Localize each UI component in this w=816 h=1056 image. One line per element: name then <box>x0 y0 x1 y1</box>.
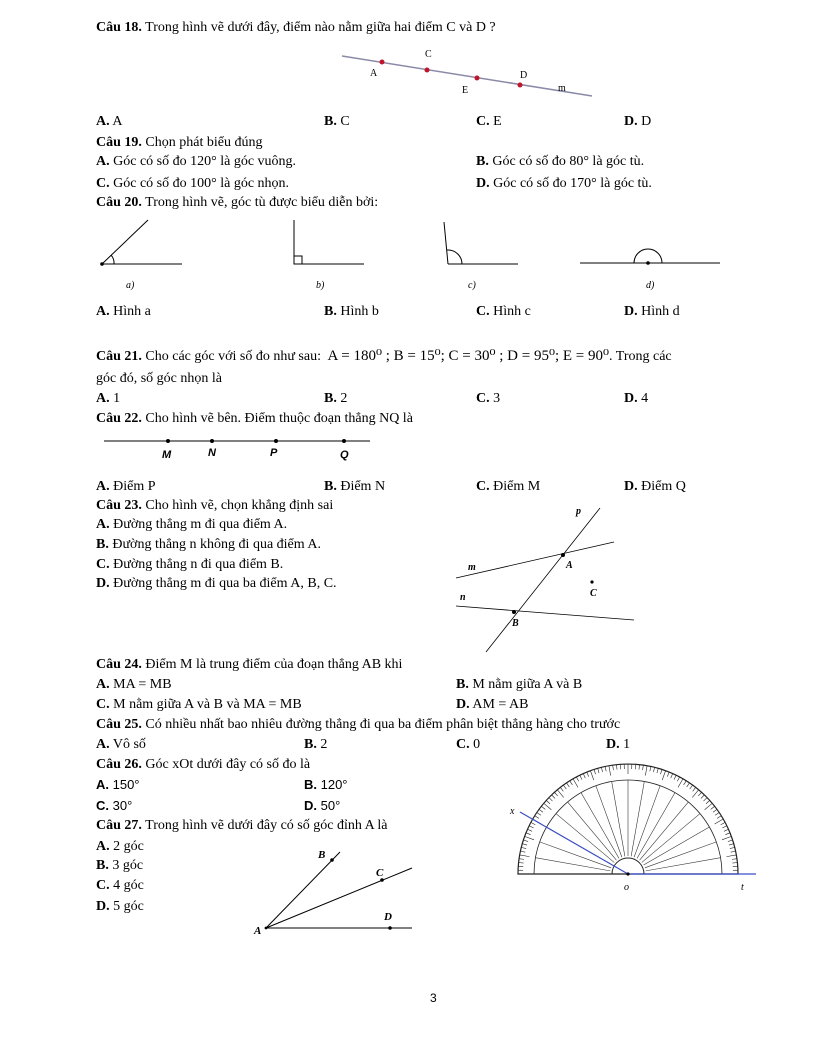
q22-label-m: M <box>162 449 172 461</box>
q19-option-a[interactable]: A. Góc có số đo 120° là góc vuông. <box>96 154 297 169</box>
q24-option-b[interactable]: B. M nằm giữa A và B <box>456 677 583 692</box>
q23-point-a <box>561 553 565 557</box>
protractor-body <box>518 764 738 874</box>
q25-stem <box>96 717 620 733</box>
q21-text: Cho các góc với số đo như sau: <box>141 349 321 364</box>
q18-figure <box>340 44 600 108</box>
q24-text: Điểm M là trung điểm của đoạn thẳng AB khi <box>141 657 403 672</box>
q23-line-m <box>456 542 614 578</box>
q19-option-c[interactable]: C. Góc có số đo 100° là góc nhọn. <box>96 176 290 191</box>
q26-label-o: o <box>624 882 629 893</box>
q18-label-e: E <box>462 85 469 96</box>
q18-text: Trong hình vẽ dưới đây, điểm nào nằm giữa hai điểm C và D ? <box>141 20 496 35</box>
q20-figure-c <box>440 216 520 296</box>
q20-option-b[interactable]: B. Hình b <box>324 304 379 319</box>
q21-option-b[interactable]: B. 2 <box>324 391 348 406</box>
q21-stem-line2: góc đó, số góc nhọn là <box>96 371 222 386</box>
q20-figure-d <box>578 216 728 296</box>
q20-option-a[interactable]: A. Hình a <box>96 304 151 319</box>
q19-stem <box>96 135 262 151</box>
q22-option-c[interactable]: C. Điểm M <box>476 479 541 494</box>
q20-option-c[interactable]: C. Hình c <box>476 304 531 319</box>
q22-text: Cho hình vẽ bên. Điểm thuộc đoạn thẳng NQ là <box>141 411 413 426</box>
q27-number: Câu 27. <box>96 818 142 833</box>
q27-figure <box>246 840 422 940</box>
q18-stem <box>96 20 496 36</box>
q23-option-a[interactable]: A. Đường thẳng m đi qua điểm A. <box>96 517 288 532</box>
q22-option-b[interactable]: B. Điểm N <box>324 479 386 494</box>
q22-point-p <box>274 439 278 443</box>
q21-number: Câu 21. <box>96 349 142 364</box>
q27-ray-ab <box>266 852 340 928</box>
q21-option-a[interactable]: A. 1 <box>96 391 121 406</box>
q25-option-c[interactable]: C. 0 <box>456 737 481 752</box>
q19-option-d[interactable]: D. Góc có số đo 170° là góc tù. <box>476 176 652 191</box>
q19-option-b[interactable]: B. Góc có số đo 80° là góc tù. <box>476 154 645 169</box>
q27-point-d <box>388 926 392 930</box>
q22-point-q <box>342 439 346 443</box>
q22-option-a[interactable]: A. Điểm P <box>96 479 156 494</box>
q18-point-d <box>518 83 523 88</box>
q24-stem <box>96 657 402 673</box>
q25-option-d[interactable]: D. 1 <box>606 737 631 752</box>
q26-option-a[interactable]: A. 150° <box>96 777 140 792</box>
q22-label-n: N <box>208 447 216 459</box>
q23-line-n <box>456 606 634 620</box>
q18-option-d[interactable]: D. D <box>624 114 652 129</box>
q26-vertex-o <box>626 872 629 875</box>
q21-option-d[interactable]: D. 4 <box>624 391 649 406</box>
q26-option-c[interactable]: C. 30° <box>96 798 133 813</box>
q20-number: Câu 20. <box>96 195 142 210</box>
q26-label-t: t <box>741 882 744 893</box>
q24-option-d[interactable]: D. AM = AB <box>456 697 529 712</box>
q26-option-d[interactable]: D. 50° <box>304 798 341 813</box>
q23-number: Câu 23. <box>96 498 142 513</box>
q22-label-q: Q <box>340 449 349 461</box>
q20-label-a: a) <box>126 280 135 291</box>
q21-stem <box>96 348 672 365</box>
q27-label-a: A <box>254 925 262 937</box>
q23-point-b <box>512 610 516 614</box>
q20-figure-b <box>290 216 370 296</box>
q21-formula: A = 180⁰ ; B = 15⁰; C = 30⁰ ; D = 95⁰; E = 90⁰ <box>327 348 610 364</box>
q22-option-d[interactable]: D. Điểm Q <box>624 479 686 494</box>
q27-option-c[interactable]: C. 4 góc <box>96 878 144 893</box>
q22-point-m <box>166 439 170 443</box>
q22-point-n <box>210 439 214 443</box>
q19-text: Chọn phát biểu đúng <box>141 135 263 150</box>
q22-figure <box>104 432 374 464</box>
q20-stem <box>96 195 378 211</box>
q25-text: Có nhiều nhất bao nhiêu đường thẳng đi qua ba điểm phân biệt thẳng hàng cho trước <box>141 717 621 732</box>
q24-option-a[interactable]: A. MA = MB <box>96 677 172 692</box>
q22-number: Câu 22. <box>96 411 142 426</box>
q23-point-c <box>590 580 593 583</box>
q26-label-x: x <box>510 806 515 817</box>
q25-option-b[interactable]: B. 2 <box>304 737 328 752</box>
q27-label-c: C <box>376 867 384 879</box>
q18-point-a <box>380 60 385 65</box>
q23-option-b[interactable]: B. Đường thẳng n không đi qua điểm A. <box>96 537 321 552</box>
q18-point-c <box>425 68 430 73</box>
q26-number: Câu 26. <box>96 757 142 772</box>
q20-label-d: d) <box>646 280 655 291</box>
q23-label-a: A <box>566 560 573 571</box>
q23-option-d[interactable]: D. Đường thẳng m đi qua ba điểm A, B, C. <box>96 576 337 591</box>
q27-option-b[interactable]: B. 3 góc <box>96 858 144 873</box>
q25-option-a[interactable]: A. Vô số <box>96 737 146 752</box>
q27-stem <box>96 818 388 834</box>
q18-label-d: D <box>520 70 528 81</box>
q26-option-b[interactable]: B. 120° <box>304 777 348 792</box>
q27-text: Trong hình vẽ dưới đây có số góc đỉnh A là <box>141 818 388 833</box>
q23-stem <box>96 498 333 514</box>
q27-option-d[interactable]: D. 5 góc <box>96 899 144 914</box>
q23-text: Cho hình vẽ, chọn khẳng định sai <box>141 498 334 513</box>
q23-label-c: C <box>590 588 597 599</box>
q19-number: Câu 19. <box>96 135 142 150</box>
q27-option-a[interactable]: A. 2 góc <box>96 839 144 854</box>
page-number: 3 <box>430 991 437 1005</box>
q18-label-a: A <box>370 68 378 79</box>
q23-label-n: n <box>460 592 466 603</box>
q24-number: Câu 24. <box>96 657 142 672</box>
q18-option-c[interactable]: C. E <box>476 114 502 129</box>
q26-protractor <box>508 766 758 896</box>
q20-option-d[interactable]: D. Hình d <box>624 304 680 319</box>
q18-point-e <box>475 76 480 81</box>
q27-label-b: B <box>318 849 326 861</box>
q18-option-b[interactable]: B. C <box>324 114 350 129</box>
q27-label-d: D <box>384 911 392 923</box>
q18-label-c: C <box>425 49 432 60</box>
q23-figure <box>446 500 642 656</box>
q20-label-c: c) <box>468 280 476 291</box>
q23-label-b: B <box>512 618 519 629</box>
q23-label-m: m <box>468 562 476 573</box>
q23-label-p: p <box>576 506 581 517</box>
q26-text: Góc xOt dưới đây có số đo là <box>141 757 311 772</box>
q22-label-p: P <box>270 447 278 459</box>
q21-tail: . Trong các <box>609 349 672 364</box>
q27-point-a <box>265 927 268 930</box>
q20-label-b: b) <box>316 280 325 291</box>
q18-label-m: m <box>558 83 566 94</box>
q24-option-c[interactable]: C. M nằm giữa A và B và MA = MB <box>96 697 302 712</box>
q27-point-b <box>330 858 334 862</box>
q25-number: Câu 25. <box>96 717 142 732</box>
q18-number: Câu 18. <box>96 20 142 35</box>
q21-option-c[interactable]: C. 3 <box>476 391 501 406</box>
q18-option-a[interactable]: A. A <box>96 114 123 129</box>
q26-stem <box>96 757 310 773</box>
q23-line-p <box>486 508 600 652</box>
q20-text: Trong hình vẽ, góc tù được biểu diễn bởi: <box>141 195 379 210</box>
q22-stem <box>96 411 413 427</box>
q20-figure-a <box>98 216 188 296</box>
q23-option-c[interactable]: C. Đường thẳng n đi qua điểm B. <box>96 557 284 572</box>
